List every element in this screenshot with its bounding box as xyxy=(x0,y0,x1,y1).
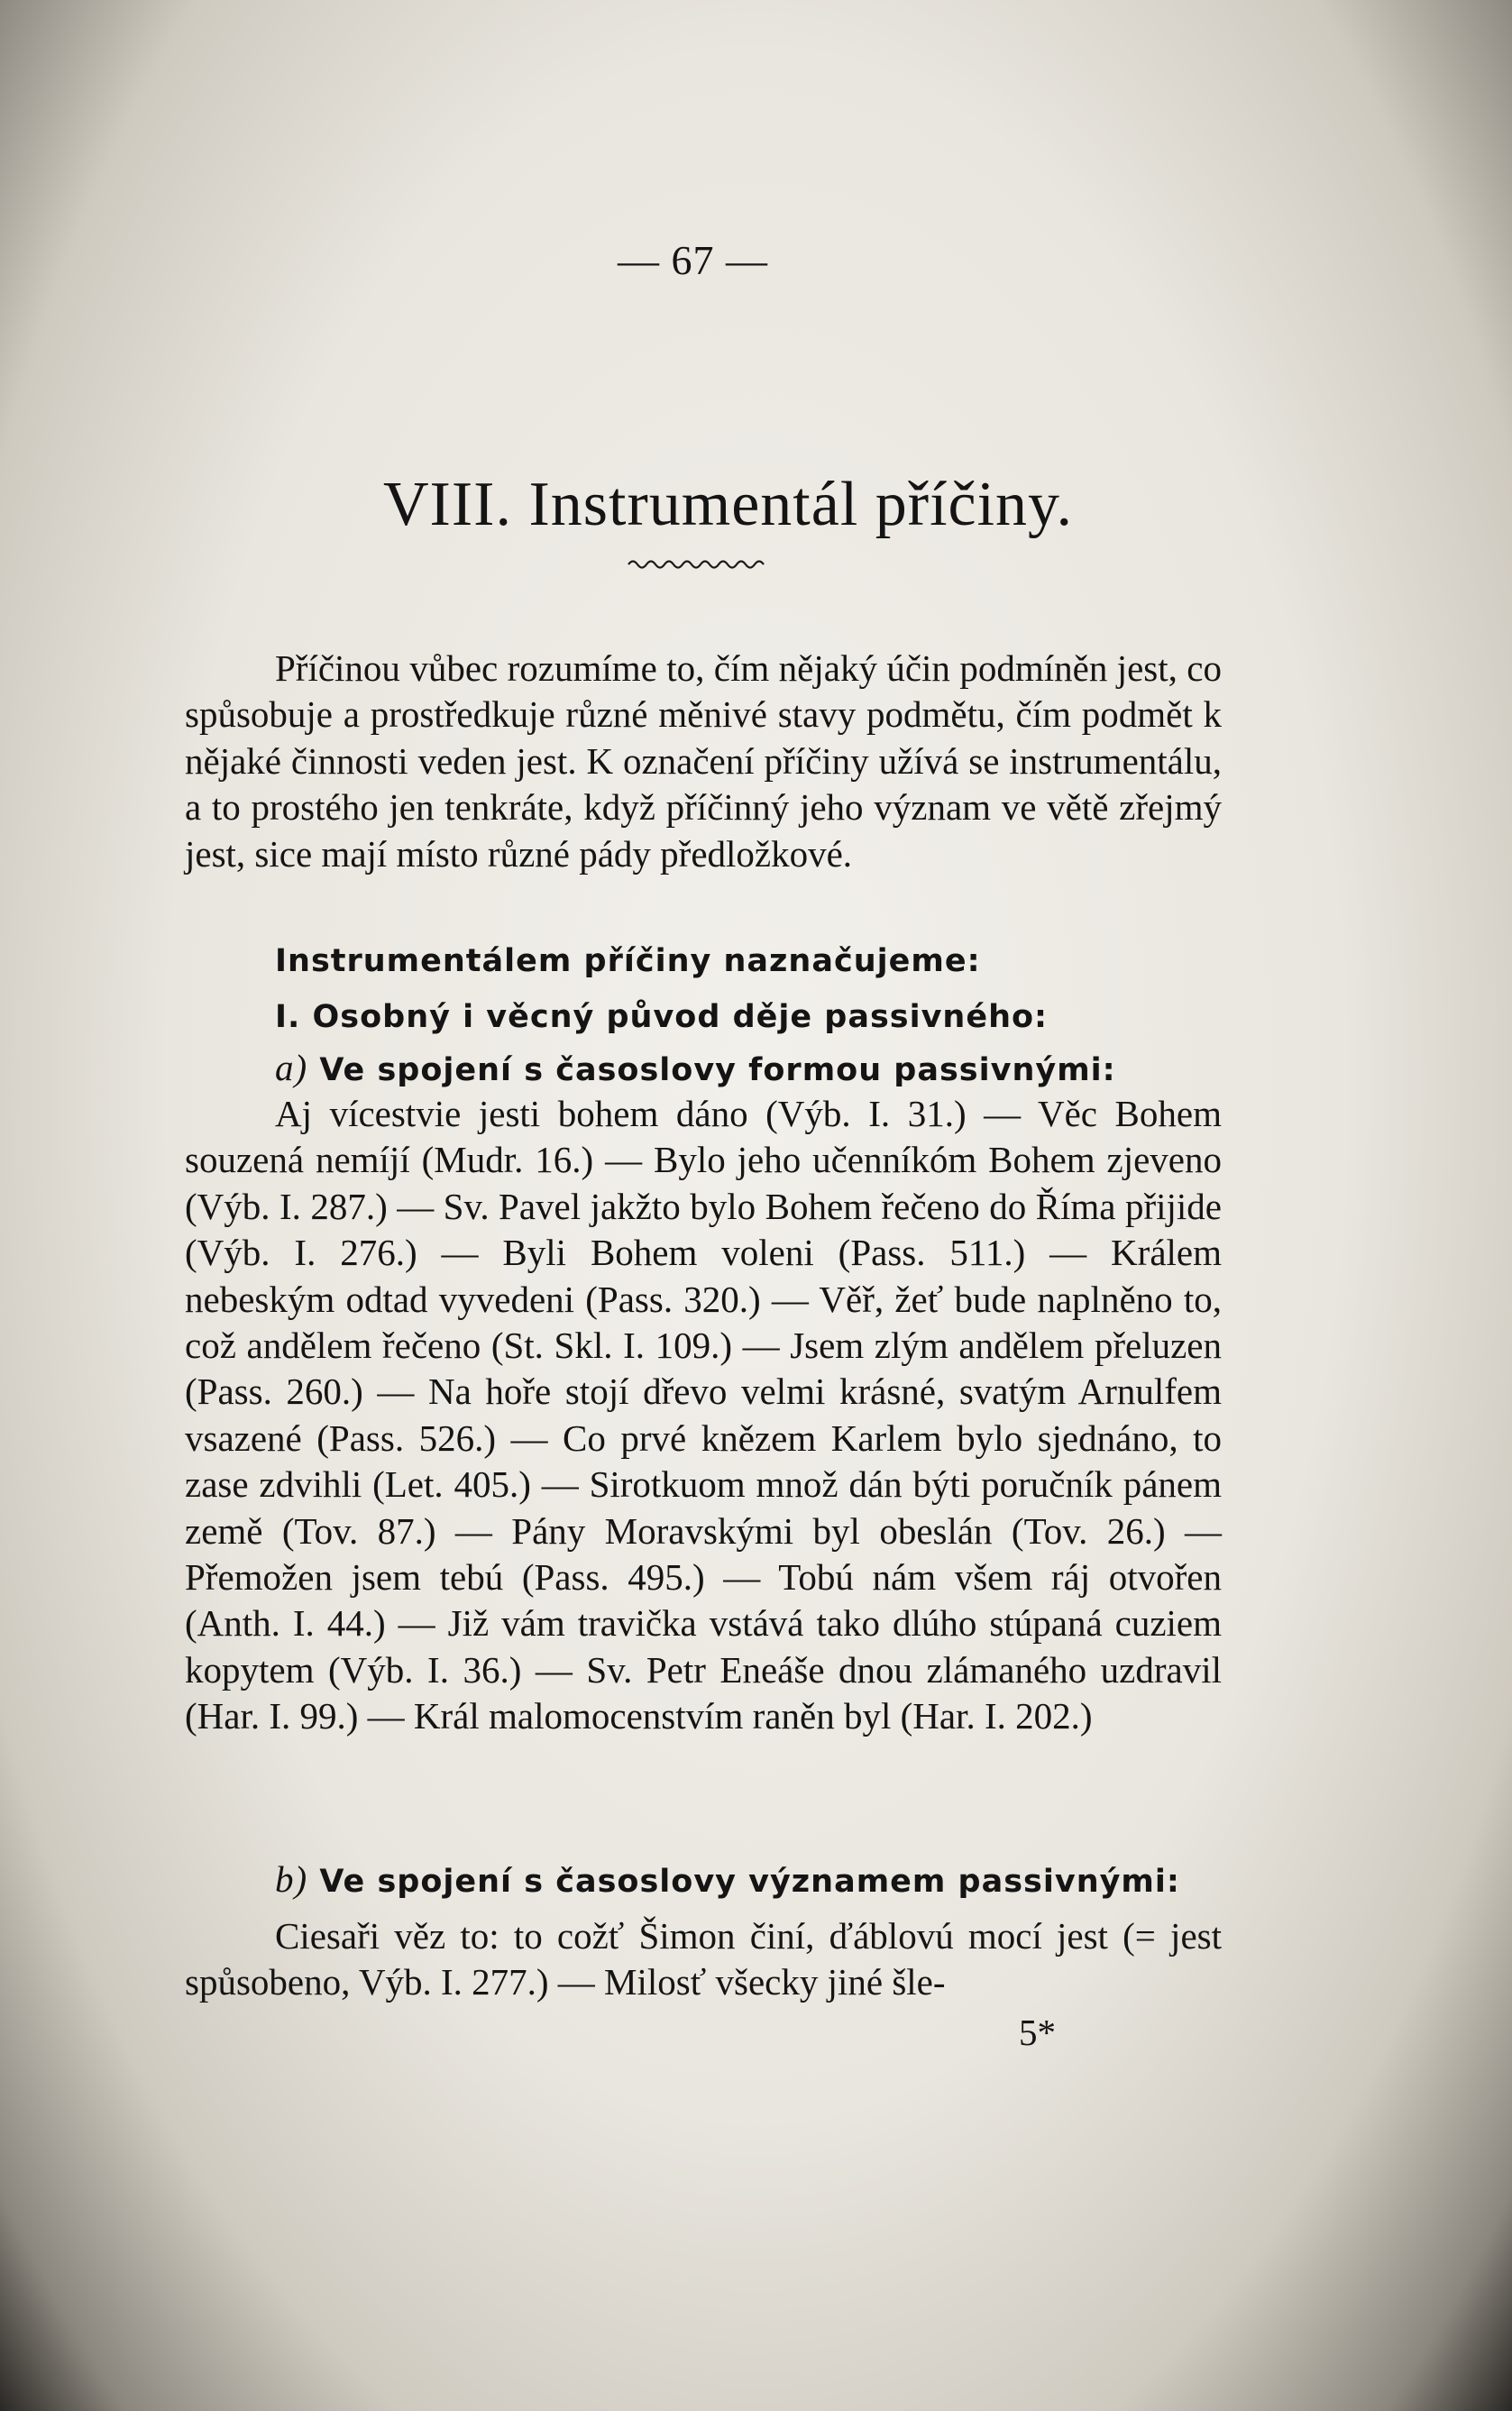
page-number: — 67 — xyxy=(618,237,768,283)
examples-paragraph-a: Aj vícestvie jesti bohem dáno (Výb. I. 31.) — Věc Bohem souzená nemíjí (Mudr. 16.) — Bylo jeho učenníkóm Bohem zjeveno (Výb. I. 287.) — Sv. Pavel jakžto bylo Bohem řečeno do Říma přijide (Výb. I. 276.) — Byli Bohem voleni (Pass. 511.) — Králem nebeským odtad vyvedeni (Pass. 320.) — Věř, žeť bude naplněno to, což andělem řečeno (St. Skl. I. 109.) — Jsem zlým andělem přeluzen (Pass. 260.) — Na hoře stojí dřevo velmi krásné, svatým Arnulfem vsazené (Pass. 526.) — Co prvé knězem Karlem bylo sjednáno, to zase zdvihli (Let. 405.) — Sirotkuom množ dán býti poručník pánem země (Tov. 87.) — Pány Moravskými byl obeslán (Tov. 26.) — Přemožen jsem tebú (Pass. 495.) — Tobú nám všem ráj otvořen (Anth. I. 44.) — Již vám travička vstává tako dlúho stúpaná cuziem kopytem (Výb. I. 36.) — Sv. Petr Eneáše dnou zlámaného uzdravil (Har. I. 99.) — Král malomocenstvím raněn byl (Har. I. 202.) xyxy=(185,1093,1222,1737)
section-heading: Instrumentálem příčiny naznačujeme: xyxy=(275,943,981,979)
examples-paragraph-b: Ciesaři věz to: to cožť Šimon činí, ďáblovú mocí jest (= jest spůsobeno, Výb. I. 277.) — Milosť všecky jiné šle- xyxy=(185,1915,1222,2003)
intro-paragraph: Příčinou vůbec rozumíme to, čím nějaký účin podmíněn jest, co spůsobuje a prostředkuje různé měnivé stavy podmětu, čím podmět k nějaké činnosti veden jest. K označení příčiny užívá se instrumentálu, a to prostého jen tenkráte, když příčinný jeho význam ve větě zřejmý jest, sice mají místo různé pády předložkové. xyxy=(185,647,1222,875)
heading-a-marker: a) xyxy=(275,1047,308,1088)
heading-b-text: Ve spojení s časoslovy významem passivnými: xyxy=(319,1864,1180,1900)
heading-a-text: Ve spojení s časoslovy formou passivnými: xyxy=(319,1052,1116,1088)
subsection-heading-a xyxy=(275,1046,1116,1089)
heading-b-marker: b) xyxy=(275,1858,308,1900)
subsection-heading-b xyxy=(275,1857,1180,1901)
subsection-heading-1: I. Osobný i věcný původ děje passivného: xyxy=(275,999,1049,1035)
book-page xyxy=(185,0,1222,2411)
signature-mark: 5* xyxy=(1019,2012,1056,2053)
wavy-ornament xyxy=(627,557,771,572)
chapter-title: VIII. Instrumentál příčiny. xyxy=(383,470,1074,539)
